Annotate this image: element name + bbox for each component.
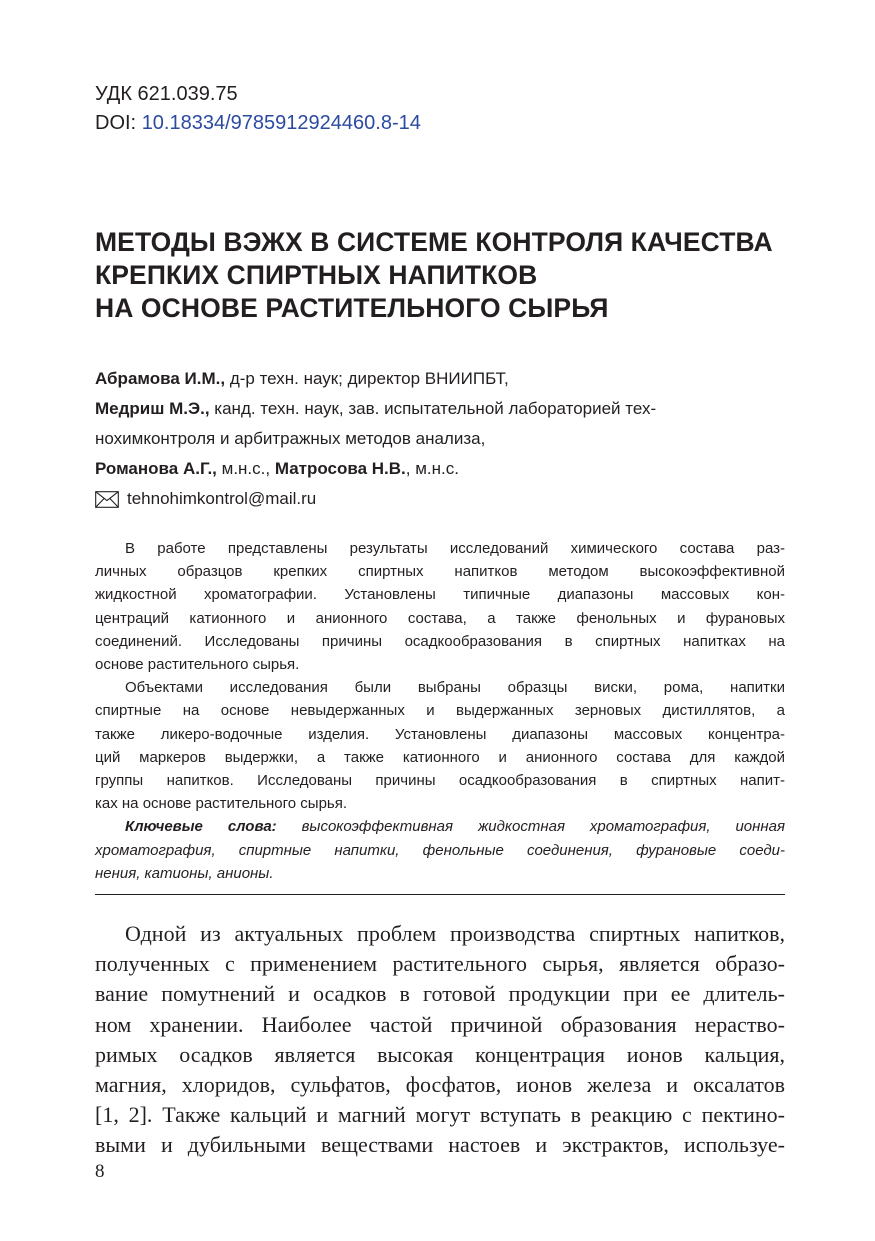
keywords-text: хроматография, спиртные напитки, фенольные соединения, фурановые соеди- — [95, 841, 785, 859]
abstract — [95, 537, 785, 885]
body-line: выми и дубильными веществами настоев и экстрактов, используе- — [95, 1132, 785, 1158]
author-line — [95, 454, 785, 484]
abstract-line: основе растительного сырья. — [95, 656, 300, 674]
page-number: 8 — [95, 1161, 105, 1182]
authors-block — [95, 364, 785, 514]
abstract-line: также ликеро-водочные изделия. Установлены диапазоны массовых концентра- — [95, 725, 785, 743]
body-line: ном хранении. Наиболее частой причиной образования нераство- — [95, 1011, 785, 1037]
abstract-line: В работе представлены результаты исследований химического состава раз- — [125, 540, 785, 557]
udk-code: УДК 621.039.75 — [95, 83, 238, 105]
author-affiliation: д-р техн. наук; директор ВНИИПБТ, — [225, 369, 509, 388]
section-divider — [95, 894, 785, 895]
doi-label: DOI: — [95, 112, 137, 134]
body-paragraph — [95, 919, 785, 1161]
author-line — [95, 394, 785, 424]
email-row — [95, 484, 785, 514]
author-name: Матросова Н.В. — [274, 459, 406, 478]
author-name: Медриш М.Э., — [95, 399, 210, 418]
doi-line — [95, 109, 421, 138]
article-title — [95, 226, 795, 325]
abstract-line: группы напитков. Исследованы причины осадкообразования в спиртных напит- — [95, 772, 785, 790]
author-name: Романова А.Г., — [95, 459, 217, 478]
abstract-line: Объектами исследования были выбраны образцы виски, рома, напитки — [125, 679, 785, 697]
abstract-line: ках на основе растительного сырья. — [95, 795, 348, 813]
title-line: КРЕПКИХ СПИРТНЫХ НАПИТКОВ — [95, 260, 538, 290]
envelope-icon — [95, 491, 119, 508]
body-line: Одной из актуальных проблем производства спиртных напитков, — [125, 921, 785, 946]
doi-link[interactable]: 10.18334/9785912924460.8-14 — [141, 112, 421, 134]
author-affiliation: канд. техн. наук, зав. испытательной лабораторией тех- — [209, 399, 657, 418]
author-line — [95, 364, 785, 394]
abstract-line: личных образцов крепких спиртных напитков методом высокоэффективной — [95, 563, 785, 581]
author-affiliation: , м.н.с. — [405, 459, 459, 478]
author-name: Абрамова И.М., — [95, 369, 226, 388]
keywords-text: нения, катионы, анионы. — [95, 864, 274, 882]
header-block — [95, 80, 421, 138]
author-affiliation: м.н.с., — [216, 459, 275, 478]
abstract-line: центраций катионного и анионного состава, а также фенольных и фурановых — [95, 609, 785, 627]
keywords-line — [95, 815, 785, 838]
keywords-text: высокоэффективная жидкостная хроматография, ионная — [276, 818, 785, 836]
author-affiliation-cont: нохимконтроля и арбитражных методов анализа, — [95, 429, 486, 448]
title-line: НА ОСНОВЕ РАСТИТЕЛЬНОГО СЫРЬЯ — [95, 293, 609, 323]
keywords-label: Ключевые слова: — [125, 818, 277, 836]
body-line: магния, хлоридов, сульфатов, фосфатов, ионов железа и оксалатов — [95, 1072, 785, 1098]
abstract-line: ций маркеров выдержки, а также катионного и анионного состава для каждой — [95, 748, 785, 766]
body-line: вание помутнений и осадков в готовой продукции при ее длитель- — [95, 981, 785, 1007]
abstract-line: спиртные на основе невыдержанных и выдержанных зерновых дистиллятов, а — [95, 702, 785, 720]
body-line: полученных с применением растительного сырья, является образо- — [95, 951, 785, 977]
abstract-line: жидкостной хроматографии. Установлены типичные диапазоны массовых кон- — [95, 586, 785, 604]
abstract-line: соединений. Исследованы причины осадкообразования в спиртных напитках на — [95, 632, 785, 650]
email-link[interactable]: tehnohimkontrol@mail.ru — [127, 489, 317, 508]
body-line: римых осадков является высокая концентрация ионов кальция, — [95, 1041, 785, 1067]
body-line: [1, 2]. Также кальций и магний могут вступать в реакцию с пектино- — [95, 1102, 785, 1128]
title-line: МЕТОДЫ ВЭЖХ В СИСТЕМЕ КОНТРОЛЯ КАЧЕСТВА — [95, 227, 773, 257]
